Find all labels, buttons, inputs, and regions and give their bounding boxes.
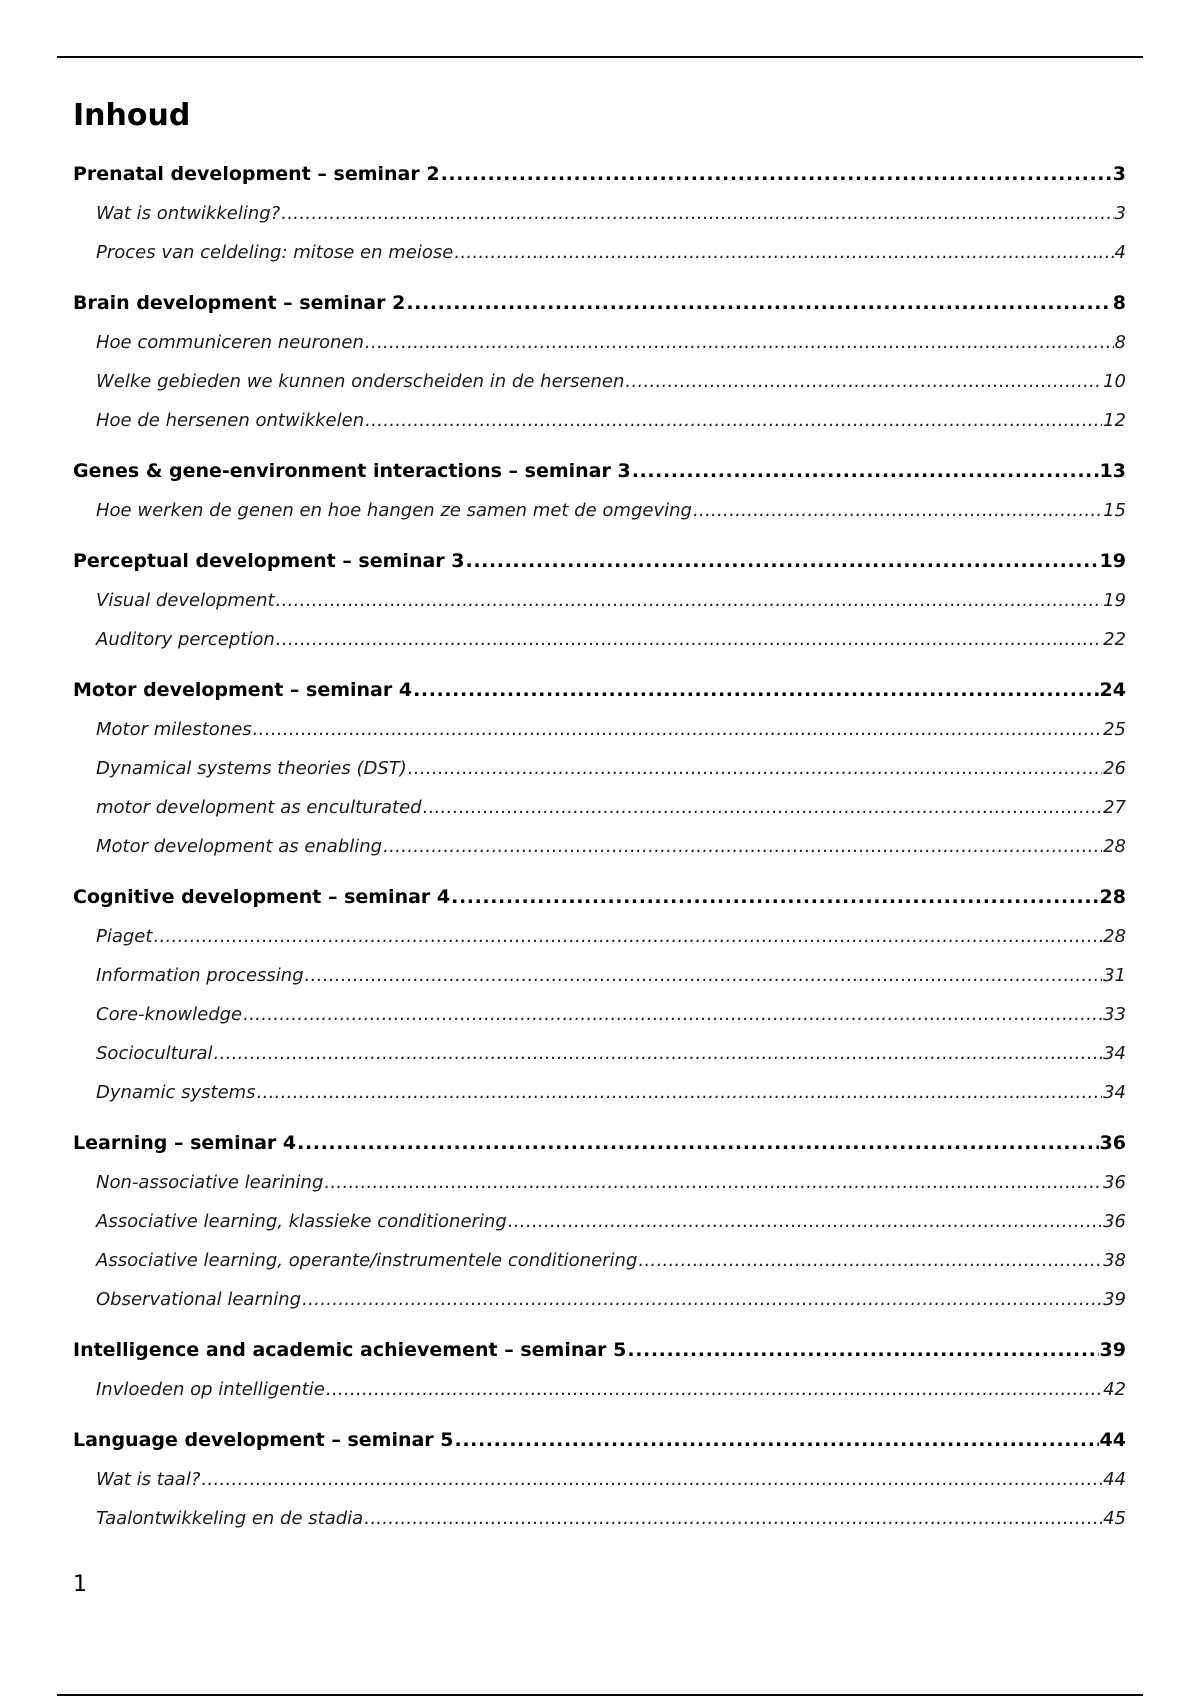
toc-dot-leader	[243, 995, 1102, 1034]
toc-dot-leader	[423, 788, 1103, 827]
toc-page-number: 34	[1103, 1043, 1126, 1064]
toc-subsection-entry[interactable]	[73, 995, 1126, 1034]
table-of-contents	[73, 155, 1126, 1538]
toc-dot-leader	[454, 233, 1113, 272]
toc-dot-leader	[441, 155, 1112, 194]
toc-subsection-entry[interactable]	[73, 1499, 1126, 1538]
toc-subsection-entry[interactable]	[73, 362, 1126, 401]
toc-dot-leader	[455, 1421, 1099, 1460]
toc-subsection-title: motor development as enculturated	[96, 797, 422, 818]
toc-section-entry[interactable]	[73, 284, 1126, 323]
toc-page-number: 45	[1103, 1508, 1126, 1529]
toc-dot-leader	[451, 878, 1098, 917]
toc-subsection-entry[interactable]	[73, 233, 1126, 272]
toc-subsection-entry[interactable]	[73, 788, 1126, 827]
toc-dot-leader	[383, 827, 1102, 866]
toc-dot-leader	[324, 1163, 1102, 1202]
toc-dot-leader	[632, 452, 1099, 491]
toc-page-number: 44	[1103, 1469, 1126, 1490]
toc-subsection-entry[interactable]	[73, 917, 1126, 956]
toc-dot-leader	[297, 1124, 1098, 1163]
bottom-rule	[57, 1694, 1143, 1696]
toc-title: Inhoud	[73, 98, 191, 133]
toc-dot-leader	[466, 542, 1099, 581]
toc-subsection-title: Associative learning, klassieke conditionering	[96, 1211, 507, 1232]
toc-page-number: 22	[1103, 629, 1126, 650]
toc-subsection-title: Hoe communiceren neuronen	[96, 332, 364, 353]
toc-subsection-entry[interactable]	[73, 1460, 1126, 1499]
toc-subsection-entry[interactable]	[73, 710, 1126, 749]
toc-subsection-title: Associative learning, operante/instrumentele conditionering	[96, 1250, 638, 1271]
toc-subsection-entry[interactable]	[73, 749, 1126, 788]
toc-dot-leader	[281, 194, 1113, 233]
toc-page-number: 28	[1103, 926, 1126, 947]
toc-subsection-title: Wat is ontwikkeling?	[96, 203, 281, 224]
toc-subsection-entry[interactable]	[73, 401, 1126, 440]
toc-dot-leader	[365, 401, 1102, 440]
toc-subsection-title: Auditory perception	[96, 629, 275, 650]
toc-section-entry[interactable]	[73, 671, 1126, 710]
toc-dot-leader	[627, 1331, 1098, 1370]
toc-page-number: 39	[1099, 1339, 1126, 1361]
toc-section-title: Motor development – seminar 4	[73, 679, 413, 701]
toc-section-entry[interactable]	[73, 452, 1126, 491]
toc-subsection-title: Proces van celdeling: mitose en meiose	[96, 242, 454, 263]
toc-section-entry[interactable]	[73, 878, 1126, 917]
toc-dot-leader	[326, 1370, 1102, 1409]
toc-section-title: Language development – seminar 5	[73, 1429, 454, 1451]
toc-page-number: 34	[1103, 1082, 1126, 1103]
toc-page-number: 42	[1103, 1379, 1126, 1400]
toc-page-number: 31	[1103, 965, 1126, 986]
toc-dot-leader	[276, 620, 1102, 659]
toc-page-number: 25	[1103, 719, 1126, 740]
toc-subsection-entry[interactable]	[73, 1073, 1126, 1112]
toc-dot-leader	[276, 581, 1103, 620]
toc-subsection-entry[interactable]	[73, 1280, 1126, 1319]
toc-dot-leader	[253, 710, 1102, 749]
toc-section-title: Intelligence and academic achievement – seminar 5	[73, 1339, 627, 1361]
toc-section-title: Brain development – seminar 2	[73, 292, 406, 314]
toc-section-title: Prenatal development – seminar 2	[73, 163, 440, 185]
toc-dot-leader	[302, 1280, 1102, 1319]
page-number: 1	[73, 1572, 87, 1597]
toc-page-number: 4	[1114, 242, 1126, 263]
toc-subsection-title: Sociocultural	[96, 1043, 213, 1064]
toc-subsection-entry[interactable]	[73, 1241, 1126, 1280]
toc-dot-leader	[638, 1241, 1102, 1280]
toc-subsection-title: Information processing	[96, 965, 304, 986]
toc-subsection-entry[interactable]	[73, 1163, 1126, 1202]
toc-subsection-entry[interactable]	[73, 194, 1126, 233]
toc-page-number: 28	[1103, 836, 1126, 857]
toc-subsection-entry[interactable]	[73, 620, 1126, 659]
toc-dot-leader	[364, 1499, 1102, 1538]
toc-dot-leader	[153, 917, 1102, 956]
toc-dot-leader	[693, 491, 1102, 530]
toc-subsection-title: Hoe de hersenen ontwikkelen	[96, 410, 365, 431]
toc-dot-leader	[257, 1073, 1103, 1112]
toc-page-number: 38	[1103, 1250, 1126, 1271]
toc-subsection-title: Non-associative learining	[96, 1172, 324, 1193]
toc-dot-leader	[365, 323, 1114, 362]
toc-page-number: 13	[1099, 460, 1126, 482]
toc-section-title: Genes & gene-environment interactions – seminar 3	[73, 460, 631, 482]
toc-section-title: Learning – seminar 4	[73, 1132, 297, 1154]
toc-subsection-title: Taalontwikkeling en de stadia	[96, 1508, 364, 1529]
toc-subsection-title: Motor milestones	[96, 719, 252, 740]
toc-section-title: Perceptual development – seminar 3	[73, 550, 465, 572]
toc-page-number: 8	[1114, 332, 1126, 353]
toc-page-number: 10	[1103, 371, 1126, 392]
top-rule	[57, 56, 1143, 58]
toc-subsection-title: Wat is taal?	[96, 1469, 201, 1490]
toc-section-entry[interactable]	[73, 1124, 1126, 1163]
toc-subsection-entry[interactable]	[73, 581, 1126, 620]
toc-page-number: 36	[1103, 1211, 1126, 1232]
toc-page-number: 36	[1099, 1132, 1126, 1154]
toc-page-number: 27	[1103, 797, 1126, 818]
toc-subsection-entry[interactable]	[73, 1034, 1126, 1073]
toc-page-number: 33	[1103, 1004, 1126, 1025]
toc-page-number: 19	[1103, 590, 1126, 611]
toc-subsection-title: Observational learning	[96, 1289, 302, 1310]
toc-subsection-title: Dynamic systems	[96, 1082, 256, 1103]
toc-subsection-title: Invloeden op intelligentie	[96, 1379, 325, 1400]
toc-dot-leader	[413, 671, 1098, 710]
toc-subsection-entry[interactable]	[73, 956, 1126, 995]
toc-section-entry[interactable]	[73, 1421, 1126, 1460]
toc-dot-leader	[408, 749, 1102, 788]
toc-page-number: 26	[1103, 758, 1126, 779]
toc-subsection-title: Core-knowledge	[96, 1004, 243, 1025]
toc-subsection-entry[interactable]	[73, 1202, 1126, 1241]
toc-dot-leader	[625, 362, 1102, 401]
toc-page-number: 24	[1099, 679, 1126, 701]
toc-page-number: 39	[1103, 1289, 1126, 1310]
toc-subsection-entry[interactable]	[73, 1370, 1126, 1409]
toc-page-number: 36	[1103, 1172, 1126, 1193]
toc-subsection-entry[interactable]	[73, 323, 1126, 362]
toc-page-number: 19	[1099, 550, 1126, 572]
toc-page-number: 15	[1103, 500, 1126, 521]
toc-page-number: 3	[1114, 203, 1126, 224]
toc-subsection-title: Welke gebieden we kunnen onderscheiden in de hersenen	[96, 371, 625, 392]
toc-dot-leader	[201, 1460, 1102, 1499]
toc-page-number: 28	[1099, 886, 1126, 908]
toc-subsection-title: Visual development	[96, 590, 275, 611]
toc-page-number: 44	[1099, 1429, 1126, 1451]
toc-section-title: Cognitive development – seminar 4	[73, 886, 451, 908]
toc-page-number: 3	[1112, 163, 1126, 185]
toc-dot-leader	[508, 1202, 1102, 1241]
toc-dot-leader	[305, 956, 1102, 995]
toc-dot-leader	[406, 284, 1111, 323]
toc-page-number: 12	[1103, 410, 1126, 431]
toc-subsection-entry[interactable]	[73, 491, 1126, 530]
toc-section-entry[interactable]	[73, 1331, 1126, 1370]
toc-subsection-title: Hoe werken de genen en hoe hangen ze samen met de omgeving	[96, 500, 692, 521]
toc-section-entry[interactable]	[73, 542, 1126, 581]
toc-section-entry[interactable]	[73, 155, 1126, 194]
toc-subsection-title: Motor development as enabling	[96, 836, 383, 857]
toc-page-number: 8	[1112, 292, 1126, 314]
toc-subsection-title: Piaget	[96, 926, 153, 947]
toc-subsection-entry[interactable]	[73, 827, 1126, 866]
toc-subsection-title: Dynamical systems theories (DST)	[96, 758, 407, 779]
toc-dot-leader	[214, 1034, 1103, 1073]
